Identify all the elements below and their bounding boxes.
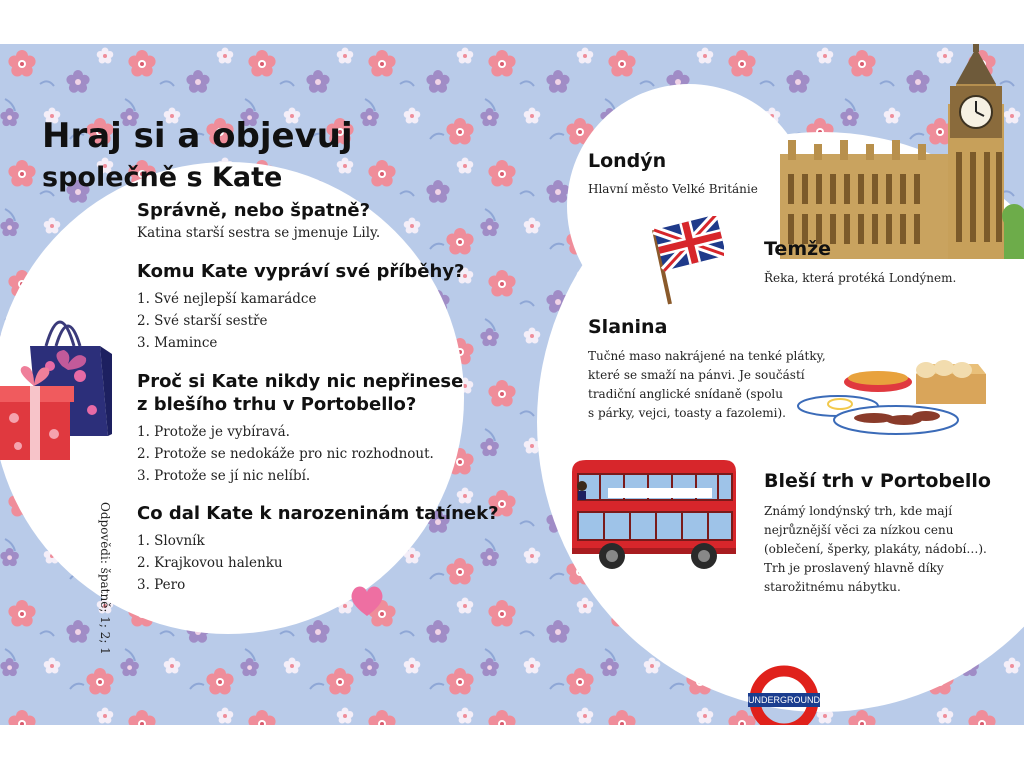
option: 3. Protože se jí nic nelíbí.: [137, 468, 311, 484]
bacon-title: Slanina: [588, 316, 668, 338]
option: 3. Mamince: [137, 335, 218, 351]
london-text: Hlavní město Velké Británie: [588, 182, 758, 196]
option: 2. Protože se nedokáže pro nic rozhodnout.: [137, 446, 434, 462]
page-subtitle: společně s Kate: [42, 162, 283, 193]
question-1-text: Katina starší sestra se jmenuje Lily.: [137, 225, 381, 241]
answers-rotated: Odpovědi: špatně; 1; 2; 1: [98, 502, 112, 655]
double-decker-bus-illustration: [568, 458, 740, 572]
bacon-text: Tučné maso nakrájené na tenké plátky, které se smaží na pánvi. Je součástí tradiční anglické snídaně (spolu s párky, vejci, toasty a fazolemi).: [588, 349, 826, 420]
english-breakfast-illustration: [796, 360, 992, 440]
option: 2. Své starší sestře: [137, 313, 268, 329]
question-3-heading-line2: z blešího trhu v Portobello?: [137, 394, 417, 415]
page-title: Hraj si a objevuj: [42, 116, 353, 156]
underground-label: UNDERGROUND: [748, 695, 820, 705]
option: 1. Své nejlepší kamarádce: [137, 291, 317, 307]
market-title: Bleší trh v Portobello: [764, 470, 991, 492]
market-text: Známý londýnský trh, kde mají nejrůznější věci za nízkou cenu (oblečení, šperky, plakáty, nádobí…). Trh je proslavený hlavně díky starožitnému nábytku.: [764, 504, 987, 594]
question-3-heading-line1: Proč si Kate nikdy nic nepřinese: [137, 371, 464, 392]
option: 2. Krajkovou halenku: [137, 555, 283, 571]
heart-icon: [349, 584, 385, 618]
union-jack-flag-icon: [648, 216, 724, 306]
thames-title: Temže: [764, 238, 832, 260]
book-page: [0, 44, 1024, 725]
question-4-heading: Co dal Kate k narozeninám tatínek?: [137, 503, 499, 524]
london-title: Londýn: [588, 150, 667, 172]
question-4-options: [137, 530, 283, 596]
question-1-heading: Správně, nebo špatně?: [137, 200, 371, 221]
option: 3. Pero: [137, 577, 186, 593]
question-2-options: [137, 288, 316, 354]
gift-bag-illustration: [0, 306, 112, 464]
option: 1. Slovník: [137, 533, 205, 549]
question-2-heading: Komu Kate vypráví své příběhy?: [137, 261, 465, 282]
big-ben-illustration: [770, 44, 1024, 259]
question-3-options: [137, 421, 434, 487]
thames-text: Řeka, která protéká Londýnem.: [764, 271, 957, 285]
option: 1. Protože je vybíravá.: [137, 424, 290, 440]
